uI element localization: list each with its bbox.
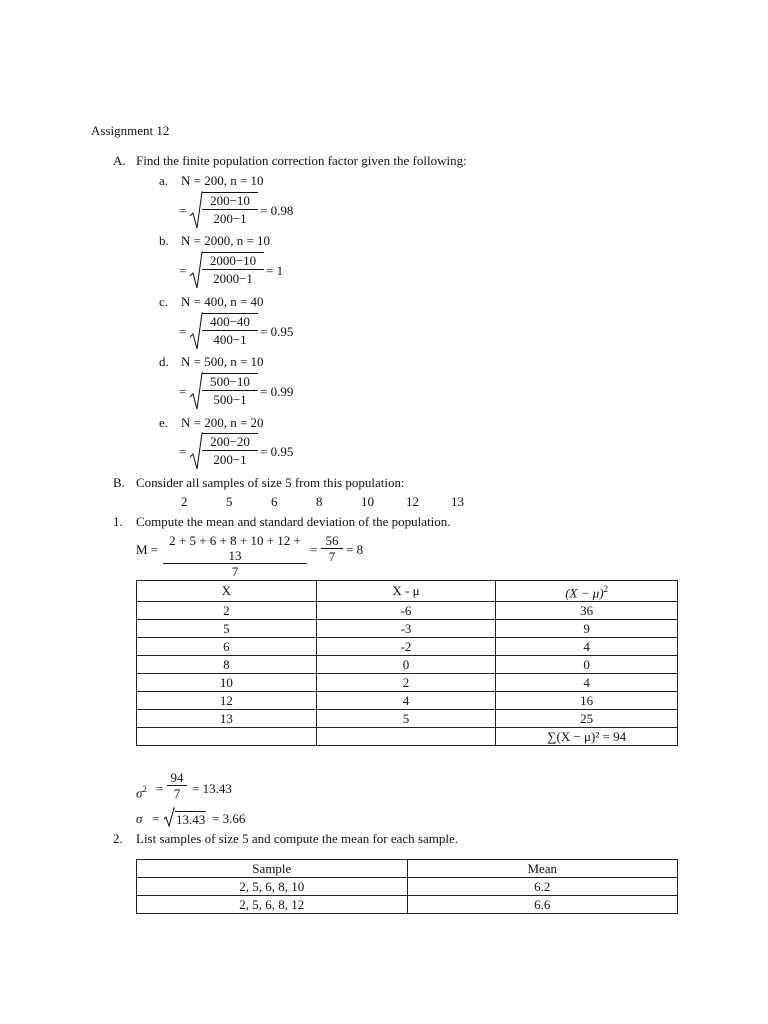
item-a-marker: a. <box>159 173 169 188</box>
item-c-given: N = 400, n = 40 <box>181 294 264 309</box>
table-row <box>137 656 678 674</box>
item-e-numerator: 200−20 <box>202 434 258 451</box>
cell-sample: 2, 5, 6, 8, 12 <box>137 896 408 914</box>
cell-squared: 25 <box>496 710 678 728</box>
sum-squared-deviation: ∑(X − μ)² = 94 <box>496 728 678 746</box>
population-value: 8 <box>316 494 323 509</box>
item-b-given: N = 2000, n = 10 <box>181 233 271 248</box>
table-row <box>137 674 678 692</box>
variance-exponent: 2 <box>142 784 147 794</box>
item-b-denominator: 2000−1 <box>213 271 253 286</box>
cell-squared: 16 <box>496 692 678 710</box>
cell-squared: 4 <box>496 674 678 692</box>
item-b-marker: b. <box>159 233 169 248</box>
population-value: 13 <box>451 494 464 509</box>
item-a-numerator: 200−10 <box>202 193 258 210</box>
cell-x: 2 <box>137 602 317 620</box>
mean-result: = 8 <box>346 542 364 557</box>
population-value: 12 <box>406 494 419 509</box>
table-header-row <box>137 860 678 878</box>
deviation-table <box>136 580 678 746</box>
stddev-label: σ <box>136 811 143 826</box>
population-value: 5 <box>226 494 233 509</box>
item-c-denominator: 400−1 <box>213 332 247 347</box>
task-2-marker: 2. <box>113 831 123 846</box>
population-value: 10 <box>361 494 374 509</box>
item-b-equals: = <box>179 263 187 278</box>
item-a-equals: = <box>179 203 187 218</box>
table-row <box>137 620 678 638</box>
cell-x: 8 <box>137 656 317 674</box>
item-e-equals: = <box>179 444 187 459</box>
variance-result: = 13.43 <box>192 781 232 796</box>
cell-x: 6 <box>137 638 317 656</box>
item-d-marker: d. <box>159 354 169 369</box>
item-a-fraction <box>202 192 258 227</box>
cell-mean: 6.2 <box>407 878 678 896</box>
item-c-equals: = <box>179 324 187 339</box>
table-total-row <box>137 728 678 746</box>
mean-label: M = <box>136 542 159 557</box>
item-b-radical-sign <box>189 250 203 290</box>
item-e-radical-sign <box>189 431 203 471</box>
item-b-numerator: 2000−10 <box>202 253 264 270</box>
stddev-equals: = <box>152 811 160 826</box>
item-e-denominator: 200−1 <box>213 452 247 467</box>
item-c-radical-sign <box>189 311 203 351</box>
cell-deviation: 4 <box>316 692 496 710</box>
cell-squared: 0 <box>496 656 678 674</box>
header-x: X <box>137 581 317 602</box>
cell-deviation: 5 <box>316 710 496 728</box>
item-e-result: = 0.95 <box>260 444 294 459</box>
cell-deviation: -6 <box>316 602 496 620</box>
table-row <box>137 638 678 656</box>
empty-cell <box>316 728 496 746</box>
population-value: 2 <box>181 494 188 509</box>
mean-equals: = <box>310 542 318 557</box>
stddev-result: = 3.66 <box>212 811 246 826</box>
table-row <box>137 710 678 728</box>
item-d-given: N = 500, n = 10 <box>181 354 264 369</box>
mean-simplified-fraction <box>321 533 343 564</box>
cell-deviation: 2 <box>316 674 496 692</box>
table-row <box>137 692 678 710</box>
section-a-marker: A. <box>113 153 126 168</box>
variance-numerator: 94 <box>167 770 187 786</box>
table-row <box>137 602 678 620</box>
cell-sample: 2, 5, 6, 8, 10 <box>137 878 408 896</box>
item-e-given: N = 200, n = 20 <box>181 415 264 430</box>
task-1-marker: 1. <box>113 514 123 529</box>
cell-mean: 6.6 <box>407 896 678 914</box>
section-b-marker: B. <box>113 475 125 490</box>
item-d-equals: = <box>179 384 187 399</box>
variance-fraction <box>167 770 187 801</box>
item-e-marker: e. <box>159 415 169 430</box>
stddev-radicand: 13.43 <box>176 812 206 827</box>
mean-simplified-denominator: 7 <box>328 549 336 564</box>
variance-denominator: 7 <box>173 786 181 801</box>
mean-fraction <box>163 533 307 579</box>
variance-label <box>136 781 147 801</box>
table-row <box>137 896 678 914</box>
item-d-result: = 0.99 <box>260 384 294 399</box>
item-a-denominator: 200−1 <box>213 211 247 226</box>
variance-equals: = <box>156 781 164 796</box>
population-value: 6 <box>271 494 278 509</box>
stddev-radical-sign <box>163 806 175 828</box>
cell-squared: 36 <box>496 602 678 620</box>
task-2-text: List samples of size 5 and compute the mean for each sample. <box>136 831 459 846</box>
item-c-result: = 0.95 <box>260 324 294 339</box>
item-c-marker: c. <box>159 294 169 309</box>
item-b-fraction <box>202 252 264 287</box>
item-a-given: N = 200, n = 10 <box>181 173 264 188</box>
section-a-text: Find the finite population correction factor given the following: <box>136 153 467 168</box>
item-d-denominator: 500−1 <box>213 392 247 407</box>
squared-deviation-exponent: 2 <box>603 584 609 594</box>
squared-deviation-base: (X − μ) <box>565 585 604 601</box>
sigma-symbol: σ <box>136 785 143 801</box>
item-d-numerator: 500−10 <box>202 374 258 391</box>
header-squared-deviation <box>496 581 678 602</box>
header-deviation: X - μ <box>316 581 496 602</box>
cell-x: 10 <box>137 674 317 692</box>
item-a-result: = 0.98 <box>260 203 294 218</box>
item-c-fraction <box>202 313 258 348</box>
cell-squared: 9 <box>496 620 678 638</box>
item-d-fraction <box>202 373 258 408</box>
header-mean: Mean <box>407 860 678 878</box>
empty-cell <box>137 728 317 746</box>
mean-numerator: 2 + 5 + 6 + 8 + 10 + 12 + 13 <box>163 533 307 564</box>
mean-simplified-numerator: 56 <box>321 533 343 549</box>
document-title: Assignment 12 <box>91 123 170 138</box>
mean-denominator: 7 <box>231 564 239 579</box>
item-e-fraction <box>202 433 258 468</box>
cell-deviation: -3 <box>316 620 496 638</box>
section-b-text: Consider all samples of size 5 from this population: <box>136 475 405 490</box>
cell-x: 12 <box>137 692 317 710</box>
item-a-radical-sign <box>189 190 203 230</box>
task-1-text: Compute the mean and standard deviation of the population. <box>136 514 451 529</box>
sample-means-table <box>136 859 678 914</box>
cell-squared: 4 <box>496 638 678 656</box>
item-b-result: = 1 <box>266 263 284 278</box>
item-c-numerator: 400−40 <box>202 314 258 331</box>
item-d-radical-sign <box>189 371 203 411</box>
cell-deviation: -2 <box>316 638 496 656</box>
header-sample: Sample <box>137 860 408 878</box>
cell-x: 13 <box>137 710 317 728</box>
table-header-row <box>137 581 678 602</box>
cell-deviation: 0 <box>316 656 496 674</box>
cell-x: 5 <box>137 620 317 638</box>
table-row <box>137 878 678 896</box>
